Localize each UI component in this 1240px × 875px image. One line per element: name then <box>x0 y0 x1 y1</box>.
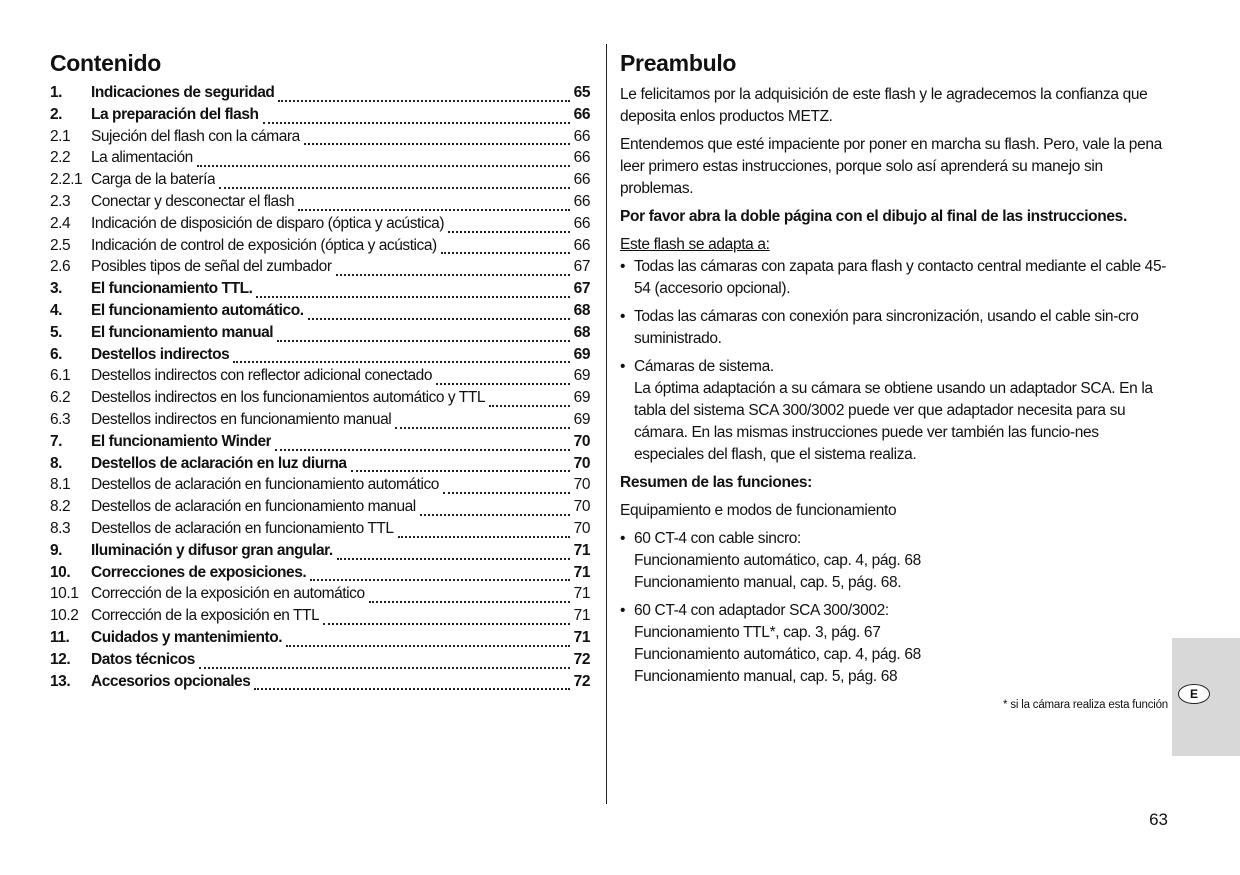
toc-entry-number: 11. <box>50 628 70 646</box>
notice-paragraph: Por favor abra la doble página con el dibujo al final de las instrucciones. <box>620 208 1127 225</box>
toc-entry <box>50 476 590 498</box>
toc-entry-title: El funcionamiento automático. <box>91 301 304 319</box>
toc-entry-title: Destellos indirectos con reflector adicional conectado <box>91 367 433 385</box>
toc-entry-page: 66 <box>573 105 590 123</box>
toc-entry-title: Carga de la batería <box>91 171 216 189</box>
language-badge: E <box>1178 684 1210 704</box>
intro-paragraph-2: Entendemos que esté impaciente por poner en marcha su flash. Pero, vale la pena leer primero estas instrucciones, porque solo así aprenderá su manejo sin problemas. <box>620 136 1162 197</box>
toc-entry-number: 13. <box>50 672 71 690</box>
toc-entry-number: 10. <box>50 563 71 581</box>
toc-entry-number: 6. <box>50 345 63 363</box>
toc-entry <box>50 564 590 586</box>
toc-entry-page: 67 <box>573 258 590 276</box>
toc-entry-title: Corrección de la exposición en automático <box>91 585 365 603</box>
toc-entry-page: 70 <box>573 519 590 537</box>
toc-entry-title: Indicaciones de seguridad <box>91 84 275 101</box>
toc-entry-page: 67 <box>573 280 590 298</box>
toc-entry <box>50 433 590 455</box>
intro-paragraph-1: Le felicitamos por la adquisición de este flash y le agradecemos la confianza que deposita enlos productos METZ. <box>620 86 1148 125</box>
toc-entry-number: 7. <box>50 432 63 450</box>
toc-entry-title: Destellos de aclaración en funcionamiento manual <box>91 498 416 516</box>
adapts-list <box>620 256 1168 466</box>
toc-entry-page: 70 <box>573 498 590 516</box>
toc-entry-number: 6.3 <box>50 410 71 428</box>
toc-dot-leader <box>310 579 569 581</box>
toc-entry-page: 69 <box>573 410 590 428</box>
toc-entry-title: Corrección de la exposición en TTL <box>91 607 320 625</box>
toc-entry-title: Destellos indirectos <box>91 345 230 363</box>
toc-entry-title: Sujeción del flash con la cámara <box>91 127 300 145</box>
bullet-glyph: • <box>620 602 626 619</box>
toc-entry-page: 71 <box>573 607 590 625</box>
bullet-subline: Funcionamiento manual, cap. 5, pág. 68. <box>634 574 902 591</box>
toc-entry-number: 8.3 <box>50 519 71 537</box>
toc-dot-leader <box>436 383 570 385</box>
toc-entry-number: 12. <box>50 650 71 668</box>
bullet-item <box>620 600 1168 688</box>
toc-entry <box>50 280 590 302</box>
toc-entry-page: 69 <box>573 389 590 407</box>
toc-entry <box>50 673 590 695</box>
toc-entry-title: Correcciones de exposiciones. <box>91 563 307 581</box>
toc-entry <box>50 367 590 389</box>
toc-entry-page: 68 <box>573 323 590 341</box>
toc-dot-leader <box>256 296 569 298</box>
toc-entry-title: Conectar y desconectar el flash <box>91 192 295 210</box>
toc-dot-leader <box>448 231 570 233</box>
toc-entry <box>50 258 590 280</box>
toc-dot-leader <box>233 361 569 363</box>
equipment-list <box>620 528 1168 688</box>
toc-entry-title: El funcionamiento manual <box>91 323 274 341</box>
toc-entry-number: 2.1 <box>50 127 71 145</box>
bullet-subline: Funcionamiento automático, cap. 4, pág. 68 <box>634 646 921 663</box>
toc-entry-number: 8.1 <box>50 476 71 494</box>
bullet-glyph: • <box>620 308 626 325</box>
page-number: 63 <box>1149 810 1168 829</box>
toc-entry <box>50 585 590 607</box>
bullet-text: Todas las cámaras con conexión para sincronización, usando el cable sin-cro suministrado. <box>634 308 1139 347</box>
toc-dot-leader <box>351 470 570 472</box>
toc-entry <box>50 629 590 651</box>
bullet-subline: Funcionamiento manual, cap. 5, pág. 68 <box>634 668 898 685</box>
toc-dot-leader <box>263 122 570 124</box>
toc-list <box>50 84 590 694</box>
bullet-subline: Funcionamiento automático, cap. 4, pág. 68 <box>634 552 921 569</box>
bullet-text: 60 CT-4 con cable sincro: <box>634 530 802 547</box>
toc-entry-title: Destellos indirectos en funcionamiento manual <box>91 410 392 428</box>
toc-entry <box>50 128 590 150</box>
toc-entry-page: 66 <box>573 127 590 145</box>
bullet-subline: Funcionamiento TTL*, cap. 3, pág. 67 <box>634 624 881 641</box>
toc-entry-title: Destellos de aclaración en luz diurna <box>91 454 347 472</box>
toc-dot-leader <box>219 187 570 189</box>
toc-entry <box>50 542 590 564</box>
bullet-glyph: • <box>620 530 626 547</box>
toc-entry-number: 2.4 <box>50 214 71 232</box>
toc-entry-page: 69 <box>573 345 590 363</box>
toc-entry-title: Destellos de aclaración en funcionamiento TTL <box>91 519 394 537</box>
toc-entry-page: 71 <box>573 585 590 603</box>
toc-entry-page: 66 <box>573 214 590 232</box>
toc-entry-page: 68 <box>573 301 590 319</box>
toc-entry <box>50 651 590 673</box>
toc-entry <box>50 149 590 171</box>
summary-label: Resumen de las funciones: <box>620 474 812 491</box>
toc-entry <box>50 607 590 629</box>
toc-entry-title: Iluminación y difusor gran angular. <box>91 541 333 559</box>
bullet-text: Todas las cámaras con zapata para flash y contacto central mediante el cable 45-54 (accesorio opcional). <box>634 258 1167 297</box>
toc-entry <box>50 389 590 411</box>
toc-dot-leader <box>337 558 570 560</box>
toc-entry-page: 72 <box>573 672 590 690</box>
toc-entry-number: 3. <box>50 280 63 298</box>
toc-entry-number: 2.2 <box>50 149 71 167</box>
adapts-label: Este flash se adapta a: <box>620 236 770 253</box>
toc-entry <box>50 455 590 477</box>
toc-entry-title: Destellos indirectos en los funcionamientos automático y TTL <box>91 389 486 407</box>
bullet-text: 60 CT-4 con adaptador SCA 300/3002: <box>634 602 889 619</box>
toc-entry-title: El funcionamiento TTL. <box>91 280 253 298</box>
toc-entry-page: 71 <box>573 628 590 646</box>
toc-entry <box>50 346 590 368</box>
toc-entry-page: 71 <box>573 563 590 581</box>
toc-entry-title: Cuidados y mantenimiento. <box>91 628 283 646</box>
toc-entry-page: 69 <box>573 367 590 385</box>
toc-entry <box>50 498 590 520</box>
toc-entry-number: 4. <box>50 301 63 319</box>
toc-entry-number: 2.5 <box>50 236 71 254</box>
toc-entry-page: 70 <box>573 454 590 472</box>
toc-dot-leader <box>443 492 570 494</box>
toc-entry-number: 2. <box>50 105 63 123</box>
toc-entry-number: 10.1 <box>50 585 79 603</box>
bullet-glyph: • <box>620 258 626 275</box>
preamble-heading: Preambulo <box>620 50 737 76</box>
toc-entry <box>50 302 590 324</box>
toc-entry-title: Indicación de control de exposición (óptica y acústica) <box>91 236 437 254</box>
bullet-item <box>620 256 1168 300</box>
toc-entry-page: 71 <box>573 541 590 559</box>
bullet-glyph: • <box>620 358 626 375</box>
preamble-section <box>620 48 1168 716</box>
toc-dot-leader <box>398 536 570 538</box>
toc-entry <box>50 193 590 215</box>
toc-entry-page: 66 <box>573 236 590 254</box>
toc-entry <box>50 237 590 259</box>
bullet-item <box>620 306 1168 350</box>
toc-dot-leader <box>308 318 570 320</box>
bullet-text: Cámaras de sistema. <box>634 358 774 375</box>
toc-entry-number: 2.2.1 <box>50 171 83 189</box>
toc-entry-number: 6.2 <box>50 389 71 407</box>
toc-entry-page: 66 <box>573 171 590 189</box>
footnote: * si la cámara realiza esta función <box>1003 699 1168 711</box>
table-of-contents <box>50 48 590 694</box>
toc-entry-page: 66 <box>573 192 590 210</box>
toc-entry-title: Indicación de disposición de disparo (óptica y acústica) <box>91 214 445 232</box>
column-divider <box>606 44 607 804</box>
toc-entry-page: 66 <box>573 149 590 167</box>
toc-entry-number: 5. <box>50 323 63 341</box>
toc-entry-page: 70 <box>573 432 590 450</box>
toc-entry <box>50 171 590 193</box>
toc-entry-title: El funcionamiento Winder <box>91 432 272 450</box>
toc-entry-number: 8.2 <box>50 498 71 516</box>
toc-dot-leader <box>395 427 569 429</box>
toc-entry <box>50 520 590 542</box>
toc-entry-title: La alimentación <box>91 149 193 167</box>
toc-entry-title: Destellos de aclaración en funcionamiento automático <box>91 476 439 494</box>
toc-entry-number: 2.6 <box>50 258 71 276</box>
toc-entry <box>50 106 590 128</box>
toc-dot-leader <box>254 688 569 690</box>
toc-entry-title: Posibles tipos de señal del zumbador <box>91 258 332 276</box>
toc-entry-title: Datos técnicos <box>91 650 195 668</box>
toc-entry-title: La preparación del flash <box>91 105 259 123</box>
toc-entry-title: Accesorios opcionales <box>91 672 251 690</box>
toc-dot-leader <box>304 143 570 145</box>
bullet-item <box>620 528 1168 594</box>
toc-heading: Contenido <box>50 50 161 76</box>
toc-dot-leader <box>277 340 570 342</box>
toc-dot-leader <box>369 601 570 603</box>
toc-dot-leader <box>275 449 569 451</box>
toc-entry-number: 10.2 <box>50 607 79 625</box>
toc-entry <box>50 215 590 237</box>
toc-dot-leader <box>441 252 570 254</box>
toc-entry-page: 72 <box>573 650 590 668</box>
toc-dot-leader <box>197 165 570 167</box>
toc-dot-leader <box>323 623 569 625</box>
toc-entry <box>50 324 590 346</box>
toc-entry-number: 1. <box>50 84 63 101</box>
toc-entry-number: 8. <box>50 454 63 472</box>
toc-dot-leader <box>420 514 570 516</box>
equipment-label: Equipamiento e modos de funcionamiento <box>620 502 897 519</box>
toc-dot-leader <box>199 667 570 669</box>
toc-entry-page: 70 <box>573 476 590 494</box>
bullet-subline: La óptima adaptación a su cámara se obtiene usando un adaptador SCA. En la tabla del sistema SCA 300/3002 puede ver que adaptador necesita para su cámara. En las mismas instrucciones puede ver también las funcio-nes especiales del flash, que el sistema realiza. <box>634 380 1153 463</box>
toc-entry-number: 9. <box>50 541 63 559</box>
toc-dot-leader <box>489 405 570 407</box>
toc-entry <box>50 411 590 433</box>
toc-entry-number: 6.1 <box>50 367 71 385</box>
toc-dot-leader <box>336 274 570 276</box>
toc-dot-leader <box>286 645 570 647</box>
toc-entry <box>50 84 590 106</box>
toc-entry-page: 65 <box>573 84 590 101</box>
bullet-item <box>620 356 1168 466</box>
toc-dot-leader <box>278 100 569 102</box>
toc-dot-leader <box>298 209 569 211</box>
toc-entry-number: 2.3 <box>50 192 71 210</box>
